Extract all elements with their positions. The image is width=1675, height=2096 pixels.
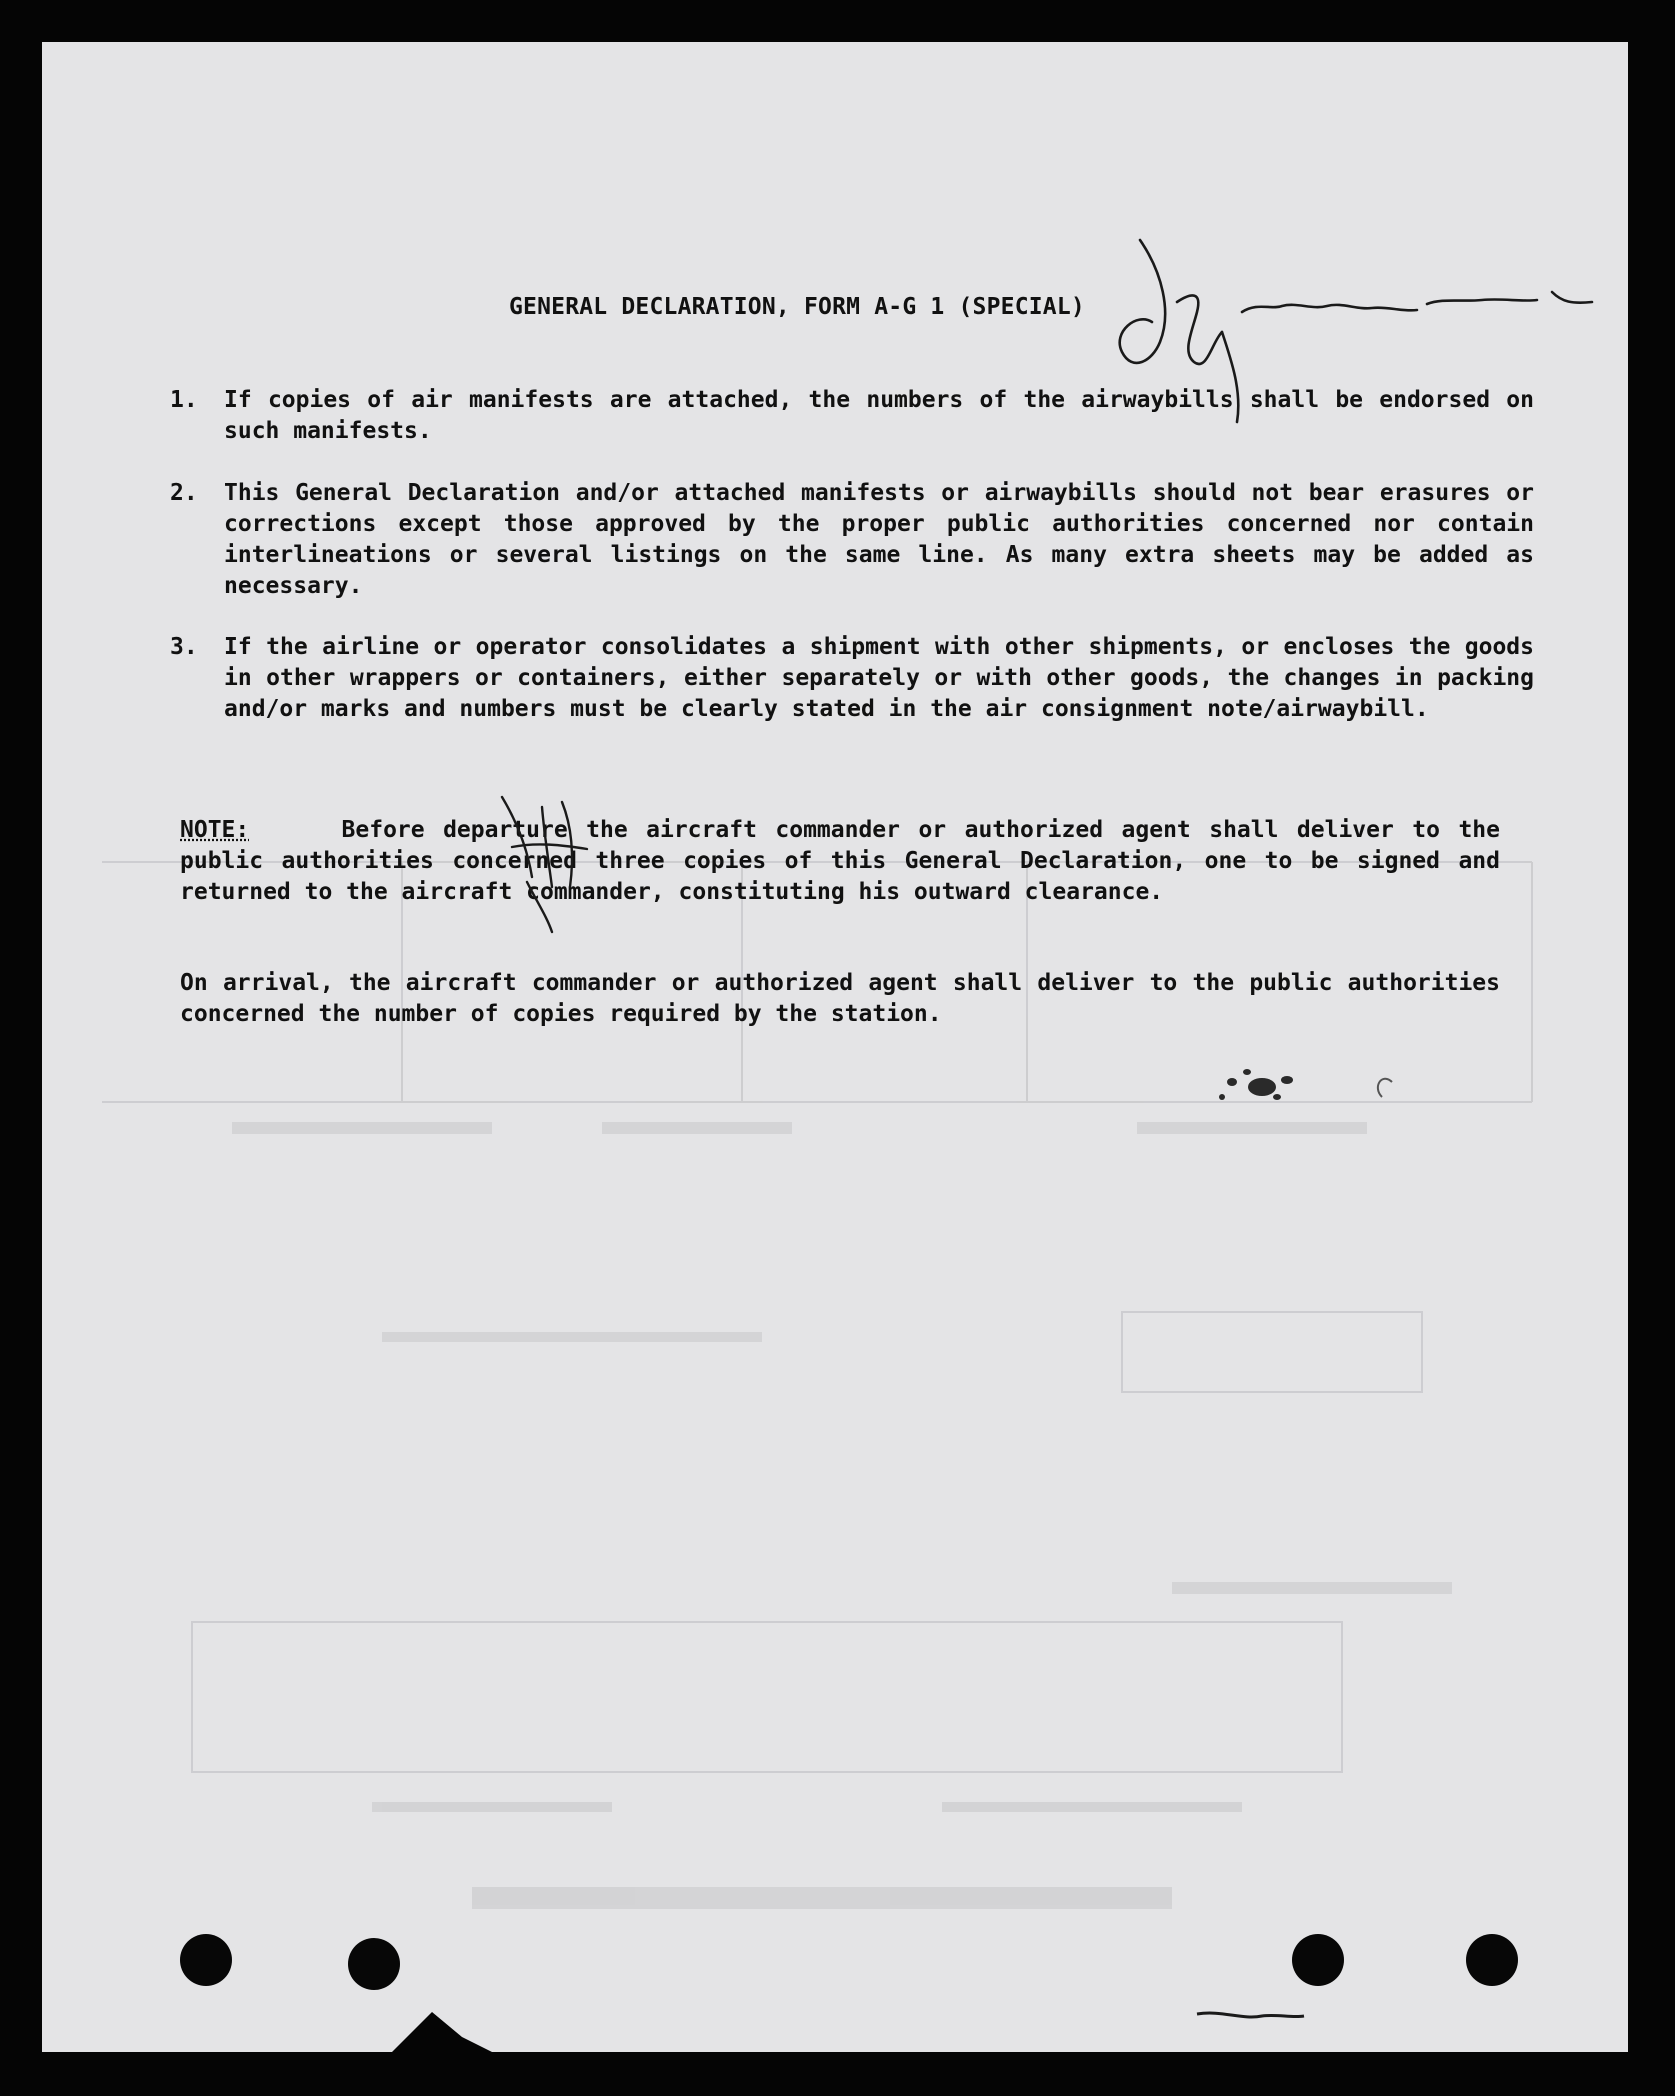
- item-number: 2.: [170, 480, 198, 506]
- item-text: If copies of air manifests are attached, the numbers of the airwaybills shall be endorsed on such manifests.: [224, 387, 1534, 444]
- ink-dash-mark: [1192, 2002, 1312, 2032]
- arrival-paragraph: On arrival, the aircraft commander or authorized agent shall deliver to the public authorities concerned the number of copies required by the station.: [180, 970, 1500, 1027]
- torn-edge: [392, 2002, 512, 2052]
- note-paragraph: [180, 815, 1500, 908]
- ink-smudge: [1192, 1042, 1432, 1132]
- punch-hole: [348, 1938, 400, 1990]
- punch-hole: [1466, 1934, 1518, 1986]
- item-text: If the airline or operator consolidates a shipment with other shipments, or encloses the goods in other wrappers or containers, either separately or with other goods, the changes in packing and/or marks and numbers must be clearly stated in the air consignment note/airwaybill.: [224, 634, 1534, 722]
- note-label: NOTE:: [180, 817, 250, 843]
- note-text: Before departure the aircraft commander or authorized agent shall deliver to the public authorities concerned three copies of this General Declaration, one to be signed and returned to the aircraft commander, constituting his outward clearance.: [180, 817, 1500, 905]
- handwritten-mark: [482, 787, 612, 937]
- item-text: This General Declaration and/or attached manifests or airwaybills should not bear erasures or corrections except those approved by the proper public authorities concerned nor contain interlineations or several listings on the same line. As many extra sheets may be added as necessary.: [224, 480, 1534, 599]
- item-number: 1.: [170, 387, 198, 413]
- punch-hole: [180, 1934, 232, 1986]
- list-item: [170, 478, 1538, 602]
- item-number: 3.: [170, 634, 198, 660]
- punch-hole: [1292, 1934, 1344, 1986]
- document-page: [42, 42, 1628, 2052]
- page-title: GENERAL DECLARATION, FORM A-G 1 (SPECIAL): [509, 294, 1085, 320]
- list-item: [170, 632, 1538, 756]
- list-item: [170, 385, 1538, 447]
